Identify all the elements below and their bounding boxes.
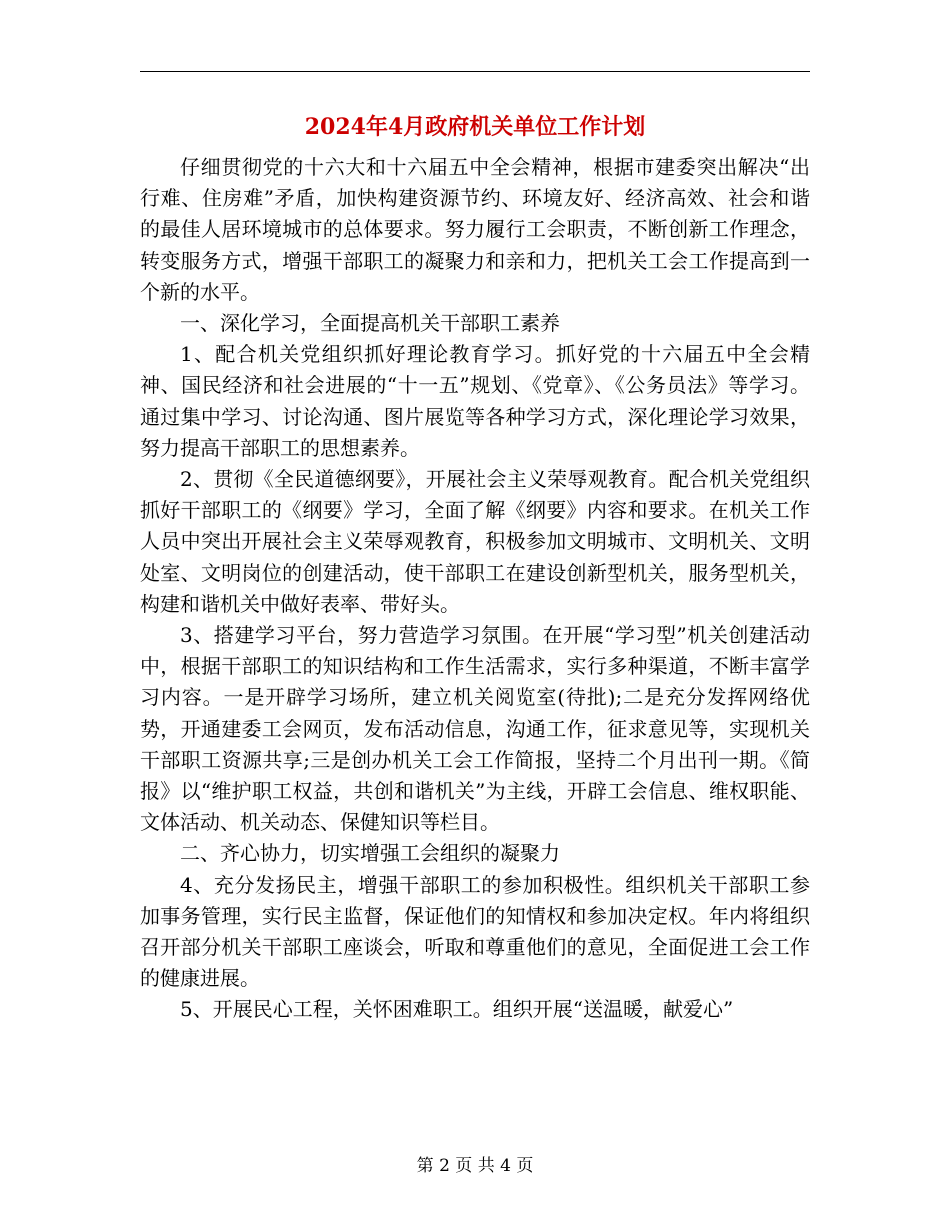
item-paragraph-2: 2、贯彻《全民道德纲要》，开展社会主义荣辱观教育。配合机关党组织抓好干部职工的《纲要》学习，全面了解《纲要》内容和要求。在机关工作人员中突出开展社会主义荣辱观教育，积极参加文明城市、文明机关、文明处室、文明岗位的创建活动，使干部职工在建设创新型机关，服务型机关，构建和谐机关中做好表率、带好头。 — [140, 467, 810, 616]
item-paragraph-1: 1、配合机关党组织抓好理论教育学习。抓好党的十六届五中全会精神、国民经济和社会进展的“十一五”规划、《党章》、《公务员法》等学习。通过集中学习、讨论沟通、图片展览等各种学习方式，深化理论学习效果，努力提高干部职工的思想素养。 — [140, 342, 810, 460]
document-title: 2024年4月政府机关单位工作计划 — [304, 114, 646, 140]
item-paragraph-5: 5、开展民心工程，关怀困难职工。组织开展“送温暖，献爱心” — [180, 997, 734, 1022]
page-number-footer: 第 2 页 共 4 页 — [416, 1156, 534, 1176]
section-heading-2: 二、齐心协力，切实增强工会组织的凝聚力 — [180, 841, 560, 866]
item-paragraph-4: 4、充分发扬民主，增强干部职工的参加积极性。组织机关干部职工参加事务管理，实行民主监督，保证他们的知情权和参加决定权。年内将组织召开部分机关干部职工座谈会，听取和尊重他们的意见，全面促进工会工作的健康进展。 — [140, 872, 810, 991]
header-rule — [140, 71, 810, 72]
document-body — [140, 152, 810, 1026]
intro-paragraph: 仔细贯彻党的十六大和十六届五中全会精神，根据市建委突出解决“出行难、住房难”矛盾，加快构建资源节约、环境友好、经济高效、社会和谐的最佳人居环境城市的总体要求。努力履行工会职责，不断创新工作理念，转变服务方式，增强干部职工的凝聚力和亲和力，把机关工会工作提高到一个新的水平。 — [140, 155, 810, 304]
section-heading-1: 一、深化学习，全面提高机关干部职工素养 — [180, 311, 560, 336]
item-paragraph-3: 3、搭建学习平台，努力营造学习氛围。在开展“学习型”机关创建活动中，根据干部职工的知识结构和工作生活需求，实行多种渠道，不断丰富学习内容。一是开辟学习场所，建立机关阅览室(待批);二是充分发挥网络优势，开通建委工会网页，发布活动信息，沟通工作，征求意见等，实现机关干部职工资源共享;三是创办机关工会工作简报，坚持二个月出刊一期。《简报》以“维护职工权益，共创和谐机关”为主线，开辟工会信息、维权职能、文体活动、机关动态、保健知识等栏目。 — [140, 623, 810, 835]
